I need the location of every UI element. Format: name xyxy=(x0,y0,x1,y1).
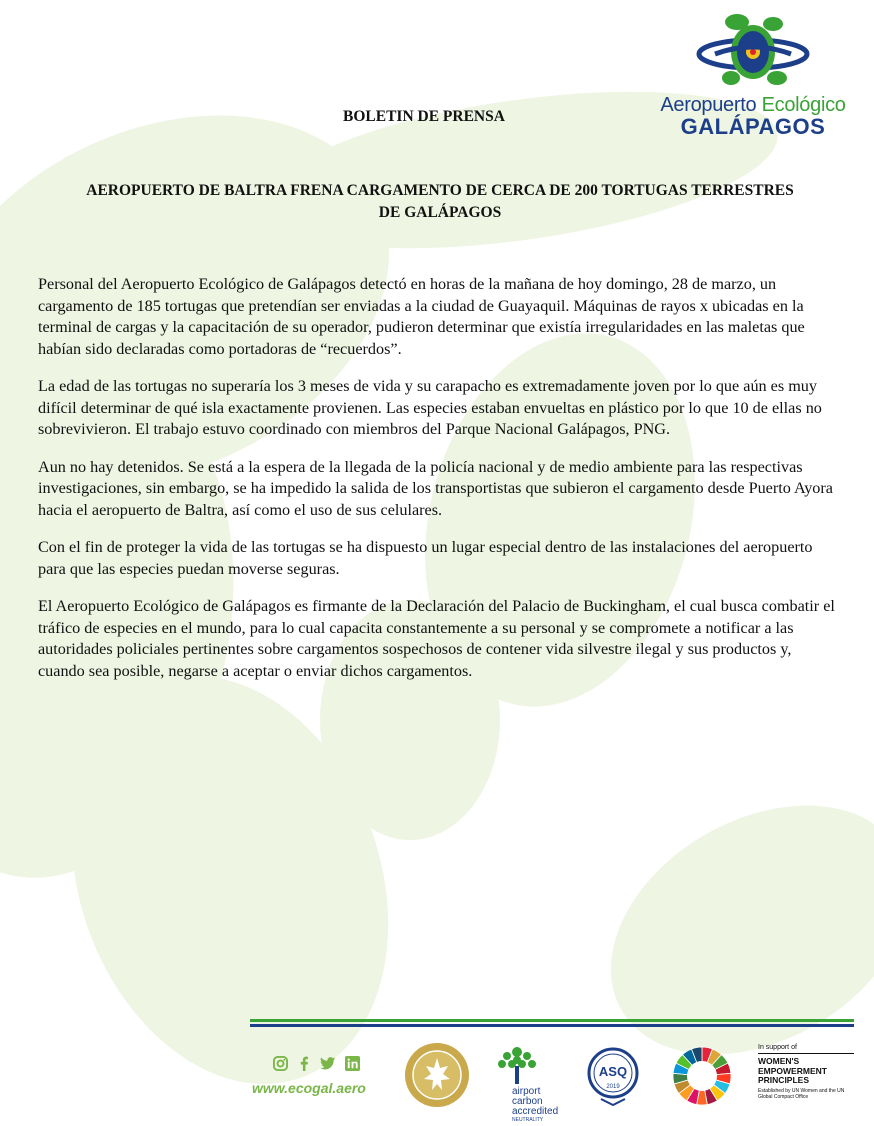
website-link[interactable]: www.ecogal.aero xyxy=(252,1080,366,1096)
social-links xyxy=(272,1055,360,1071)
paragraph: Aun no hay detenidos. Se está a la espera de la llegada de la policía nacional y de medio ambiente para las respectivas investigaciones, sin embargo, se ha impedido la salida de los transportistas que subieron el cargamento desde Puerto Ayora hacia el aeropuerto de Baltra, así como el uso de sus celulares. xyxy=(38,457,833,519)
asq-seal-icon xyxy=(587,1043,639,1109)
airport-carbon-accredited-badge xyxy=(494,1044,564,1123)
logo-galapagos: GALÁPAGOS xyxy=(680,114,826,139)
paragraph: El Aeropuerto Ecológico de Galápagos es firmante de la Declaración del Palacio de Buckingham, el cual busca combatir el tráfico de especies en el mundo, para lo cual capacita constantemente a su personal y se compromete a notificar a las autoridades policiales pertinentes sobre cargamentos sospechosos de contener vida silvestre ilegal y sus productos y, cuando sea posible, negarse a aceptar o enviar dichos cargamentos. xyxy=(38,597,835,680)
logo-name-part2: Ecológico xyxy=(761,94,846,116)
svg-text:ASQ: ASQ xyxy=(598,1064,628,1079)
tree-icon xyxy=(494,1044,540,1084)
airport-carbon-sub: NEUTRALITY xyxy=(512,1117,544,1123)
paragraph: Personal del Aeropuerto Ecológico de Galápagos detectó en horas de la mañana de hoy domingo, 28 de marzo, un cargamento de 185 tortugas que pretendían ser enviadas a la ciudad de Guayaquil. Máquinas de rayos x ubicadas en la terminal de cargas y la capacitación de su operador, pudieron determinar que existía irregularidades en las maletas que habían sido declaradas como portadoras de “recuerdos”. xyxy=(38,275,805,358)
facebook-icon[interactable] xyxy=(296,1055,312,1071)
leed-seal-icon xyxy=(404,1042,470,1108)
linkedin-icon[interactable] xyxy=(344,1055,360,1071)
logo-name xyxy=(648,94,858,116)
turtle-logo-icon xyxy=(693,12,813,92)
asq-award-badge xyxy=(587,1043,639,1109)
sdg-wheel-badge xyxy=(672,1046,732,1106)
weps-title: WOMEN'S EMPOWERMENT PRINCIPLES xyxy=(758,1056,827,1085)
airport-carbon-text: airport carbon accredited xyxy=(512,1086,559,1117)
weps-support-text: In support of xyxy=(758,1044,797,1051)
paragraph: Con el fin de proteger la vida de las tortugas se ha dispuesto un lugar especial dentro de las instalaciones del aeropuerto para que las especies puedan moverse seguras. xyxy=(38,538,813,578)
airport-logo xyxy=(648,12,858,142)
article-body xyxy=(38,274,838,698)
instagram-icon[interactable] xyxy=(272,1055,288,1071)
logo-name-part1: Aeropuerto xyxy=(660,94,757,116)
svg-text:2019: 2019 xyxy=(606,1084,620,1090)
paragraph: La edad de las tortugas no superaría los 3 meses de vida y su carapacho es extremadamente joven por lo que aún es muy difícil determinar de qué isla exactamente provienen. Las especies estaban envueltas en plástico por lo que 10 de ellas no sobrevivieron. El trabajo estuvo coordinado con miembros del Parque Nacional Galápagos, PNG. xyxy=(38,377,822,438)
headline-line-1: AEROPUERTO DE BALTRA FRENA CARGAMENTO DE CERCA DE 200 TORTUGAS TERRESTRES xyxy=(86,182,794,199)
sdg-wheel-icon xyxy=(672,1046,732,1106)
weps-badge xyxy=(758,1044,858,1110)
headline xyxy=(40,180,840,224)
bulletin-label: BOLETIN DE PRENSA xyxy=(343,108,505,125)
headline-line-2: DE GALÁPAGOS xyxy=(378,204,502,221)
twitter-icon[interactable] xyxy=(320,1055,336,1071)
leed-gold-badge xyxy=(404,1042,470,1108)
footer-divider xyxy=(250,1019,854,1027)
weps-established-text: Established by UN Women and the UN Global Compact Office xyxy=(758,1087,845,1100)
